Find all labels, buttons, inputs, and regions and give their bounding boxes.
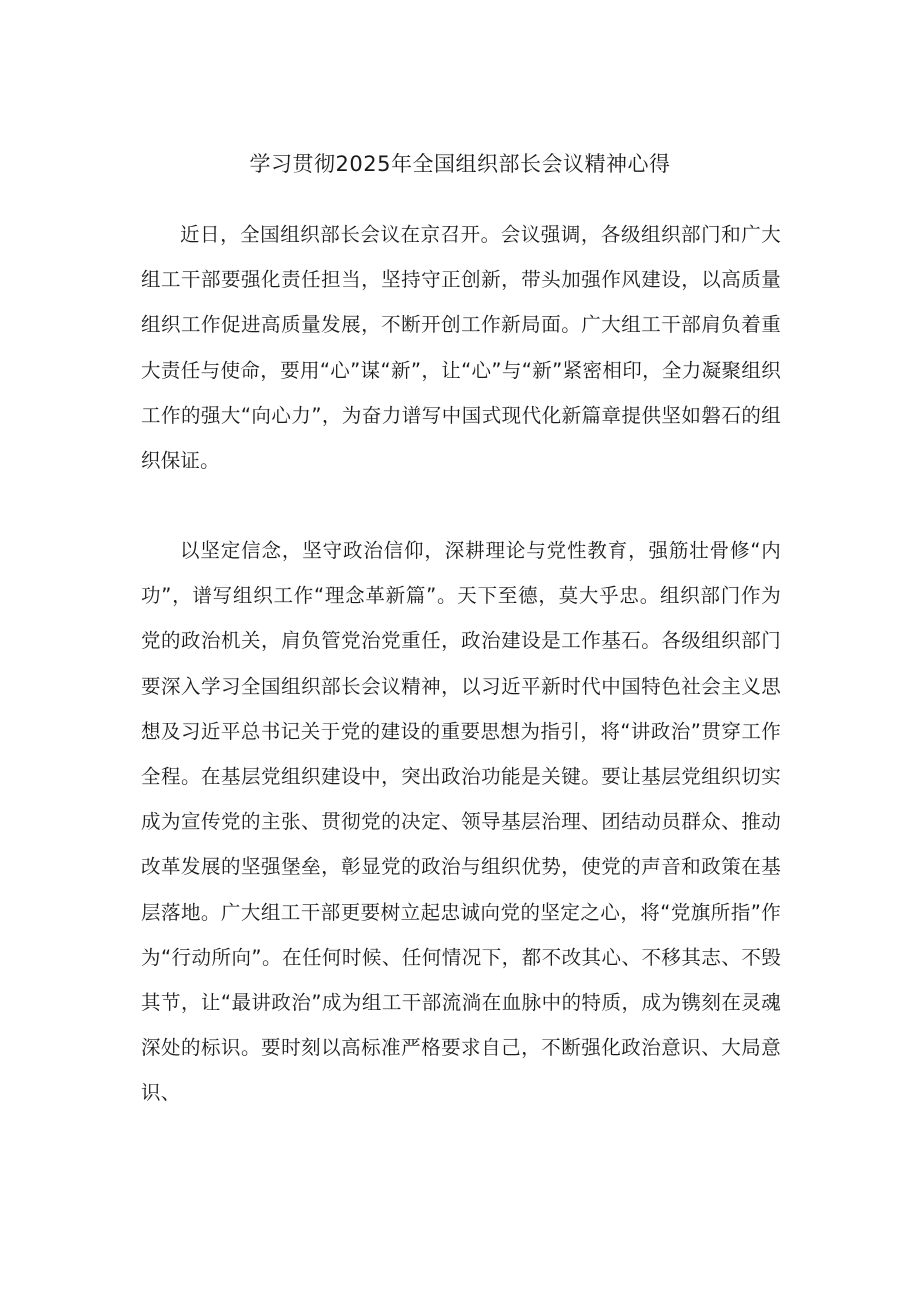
document-title: 学习贯彻2025年全国组织部长会议精神心得	[249, 152, 671, 176]
paragraph-1: 近日，全国组织部长会议在京召开。会议强调，各级组织部门和广大组工干部要强化责任担当，坚持守正创新，带头加强作风建设，以高质量组织工作促进高质量发展，不断开创工作新局面。广大组工干部肩负着重大责任与使命，要用“心”谋“新”，让“心”与“新”紧密相印，全力凝聚组织工作的强大“向心力”，为奋力谱写中国式现代化新篇章提供坚如磐石的组织保证。	[141, 223, 781, 473]
paragraph-2: 以坚定信念，坚守政治信仰，深耕理论与党性教育，强筋壮骨修“内功”，谱写组织工作“理念革新篇”。天下至德，莫大乎忠。组织部门作为党的政治机关，肩负管党治党重任，政治建设是工作基石。各级组织部门要深入学习全国组织部长会议精神，以习近平新时代中国特色社会主义思想及习近平总书记关于党的建设的重要思想为指引，将“讲政治”贯穿工作全程。在基层党组织建设中，突出政治功能是关键。要让基层党组织切实成为宣传党的主张、贯彻党的决定、领导基层治理、团结动员群众、推动改革发展的坚强堡垒，彰显党的政治与组织优势，使党的声音和政策在基层落地。广大组工干部更要树立起忠诚向党的坚定之心，将“党旗所指”作为“行动所向”。在任何时候、任何情况下，都不改其心、不移其志、不毁其节，让“最讲政治”成为组工干部流淌在血脉中的特质，成为镌刻在灵魂深处的标识。要时刻以高标准严格要求自己，不断强化政治意识、大局意识、	[141, 539, 781, 1105]
